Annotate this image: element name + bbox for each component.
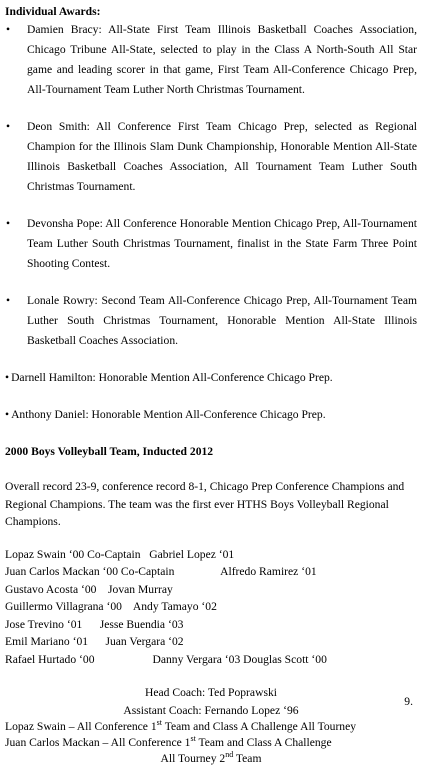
- volleyball-section-title: 2000 Boys Volleyball Team, Inducted 2012: [5, 445, 214, 458]
- bullet-icon: •: [6, 120, 11, 133]
- volleyball-honors: [5, 719, 417, 767]
- honor-text: Team and Class A Challenge All Tourney: [162, 720, 357, 733]
- award-item-daniel: [5, 405, 417, 425]
- ordinal-suffix: nd: [225, 750, 234, 760]
- award-item-pope: [5, 214, 417, 274]
- volleyball-roster: [5, 546, 417, 669]
- award-text: Damien Bracy: All-State First Team Illinois Basketball Coaches Association, Chicago Tribune All-State, selected to play in the Class A North-South All Star game and leading scorer in that game, First Team All-Conference Chicago Prep, All-Tournament Team Luther North Christmas Tournament.: [27, 23, 417, 96]
- individual-awards-heading: Individual Awards:: [5, 5, 101, 18]
- roster-row: Rafael Hurtado ‘00 Danny Vergara ‘03 Douglas Scott ‘00: [5, 652, 327, 666]
- roster-row: Lopaz Swain ‘00 Co-Captain Gabriel Lopez ‘01: [5, 547, 235, 561]
- honor-mackan-cont: [5, 751, 417, 767]
- coaches-block: [5, 684, 417, 719]
- award-item-smith: [5, 117, 417, 197]
- award-text: Anthony Daniel: Honorable Mention All-Conference Chicago Prep.: [11, 408, 326, 421]
- honor-swain: [5, 719, 417, 735]
- volleyball-summary: Overall record 23-9, conference record 8-1, Chicago Prep Conference Champions and Regional Champions. The team was the first ever HTHS Boys Volleyball Regional Champions.: [5, 480, 405, 528]
- assistant-coach: Assistant Coach: Fernando Lopez ‘96: [123, 703, 299, 717]
- page-number: 9.: [404, 695, 413, 708]
- document-page: [5, 4, 417, 767]
- roster-row: Guillermo Villagrana ‘00 Andy Tamayo ‘02: [5, 600, 217, 613]
- honor-text: All Tourney 2: [160, 752, 226, 765]
- roster-row: Emil Mariano ‘01 Juan Vergara ‘02: [5, 635, 184, 648]
- bullet-icon: •: [6, 23, 11, 36]
- award-item-rowry: [5, 291, 417, 351]
- award-text: Darnell Hamilton: Honorable Mention All-Conference Chicago Prep.: [11, 371, 333, 384]
- award-text: Deon Smith: All Conference First Team Chicago Prep, selected as Regional Champion for the Illinois Slam Dunk Championship, Honorable Mention All-State Illinois Basketball Coaches Association, All Tournament Team Luther South Christmas Tournament.: [27, 120, 417, 193]
- head-coach: Head Coach: Ted Poprawski: [145, 686, 277, 699]
- ordinal-suffix: st: [156, 718, 162, 728]
- bullet-icon: •: [6, 294, 11, 307]
- bullet-icon: •: [5, 408, 10, 421]
- award-text: Lonale Rowry: Second Team All-Conference Chicago Prep, All-Tournament Team Luther South Christmas Tournament, Honorable Mention All-State Illinois Basketball Coaches Association.: [27, 294, 417, 347]
- award-item-hamilton: [5, 368, 417, 388]
- honor-text: Juan Carlos Mackan – All Conference 1: [5, 736, 191, 749]
- bullet-icon: •: [6, 217, 11, 230]
- honor-mackan: [5, 735, 417, 751]
- roster-row: Juan Carlos Mackan ‘00 Co-Captain Alfredo Ramirez ‘01: [5, 565, 317, 578]
- honor-text: Team and Class A Challenge: [195, 736, 332, 749]
- ordinal-suffix: st: [190, 734, 196, 744]
- bullet-icon: •: [5, 371, 10, 384]
- honor-text: Team: [233, 752, 262, 765]
- award-item-bracy: [5, 20, 417, 100]
- honor-text: Lopaz Swain – All Conference 1: [5, 720, 157, 733]
- roster-row: Jose Trevino ‘01 Jesse Buendia ‘03: [5, 617, 184, 631]
- award-text: Devonsha Pope: All Conference Honorable Mention Chicago Prep, All-Tournament Team Luther South Christmas Tournament, finalist in the State Farm Three Point Shooting Contest.: [27, 217, 417, 270]
- roster-row: Gustavo Acosta ‘00 Jovan Murray: [5, 582, 173, 596]
